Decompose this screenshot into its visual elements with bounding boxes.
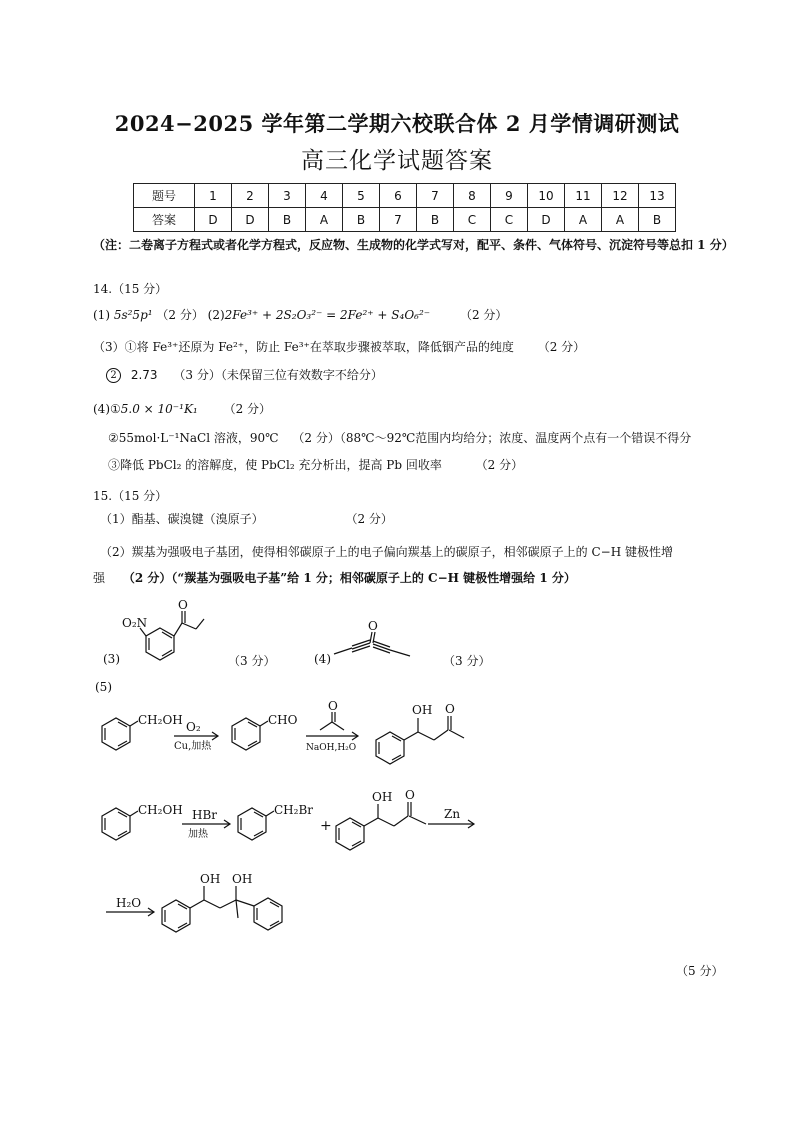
- benzene-ring: [238, 808, 266, 840]
- methyl-bond: [236, 900, 238, 918]
- bond: [390, 650, 410, 656]
- q14-part4-1: [93, 400, 271, 417]
- benzene-ring: [102, 718, 130, 750]
- bond: [364, 818, 378, 826]
- q14-p3-2-score: （3 分）（未保留三位有效数字不给分）: [173, 368, 383, 382]
- oxygen-label: O: [178, 598, 188, 612]
- table-cell: 2: [232, 184, 269, 208]
- table-header-answer: 答案: [134, 208, 195, 232]
- q15-part2-line2: [93, 569, 576, 586]
- table-cell: 11: [565, 184, 602, 208]
- q14-p4-2-text: 55mol·L⁻¹NaCl 溶液，90℃: [118, 431, 279, 445]
- benzene-ring: [254, 898, 282, 930]
- table-cell: 4: [306, 184, 343, 208]
- triple-bond: [373, 647, 390, 653]
- answer-table-number-row: [134, 184, 676, 208]
- bond: [334, 648, 352, 654]
- reagent-h2o: H₂O: [116, 896, 142, 910]
- acetone-bond: [320, 722, 332, 730]
- table-cell: D: [232, 208, 269, 232]
- q15-p3-label: (3): [103, 652, 120, 666]
- benzene-ring: [162, 900, 190, 932]
- triple-bond: [352, 643, 370, 649]
- q15-p5-score: （5 分）: [676, 964, 724, 978]
- structure-nitro-propiophenone: [120, 598, 210, 665]
- triple-bond: [373, 644, 390, 650]
- ring-double-bond: [162, 632, 172, 638]
- bond: [130, 721, 138, 726]
- table-cell: A: [602, 208, 639, 232]
- ring-double-bond: [352, 822, 361, 827]
- q14-part3-1: [93, 338, 585, 355]
- table-cell: B: [269, 208, 306, 232]
- table-cell: A: [565, 208, 602, 232]
- q14-p2-equation: 2Fe³⁺ + 2S₂O₃²⁻ = 2Fe²⁺ + S₄O₆²⁻: [224, 308, 431, 322]
- table-cell: B: [639, 208, 676, 232]
- q14-p4-label: (4): [93, 402, 110, 416]
- triple-bond: [352, 640, 370, 646]
- ring-double-bond: [178, 923, 187, 928]
- carbonyl-bond: [370, 632, 372, 643]
- oxygen-label: O: [405, 788, 415, 802]
- q14-p1-config: 5s²5p¹: [113, 308, 153, 322]
- ring-double-bond: [118, 722, 127, 727]
- bond: [378, 818, 394, 826]
- synthesis-step-3: [104, 872, 304, 942]
- bond: [130, 811, 138, 816]
- benzene-ring: [102, 808, 130, 840]
- table-cell: C: [491, 208, 528, 232]
- q14-p4-3-score: （2 分）: [475, 458, 524, 472]
- reagent-zn: Zn: [444, 807, 461, 821]
- ring-double-bond: [270, 902, 279, 907]
- table-cell: D: [195, 208, 232, 232]
- hydroxyl-label: OH: [372, 790, 393, 804]
- ring-double-bond: [352, 841, 361, 846]
- table-cell: 5: [343, 184, 380, 208]
- hydroxyl-label: OH: [412, 703, 433, 717]
- condition-naoh: NaOH,H₂O: [306, 743, 357, 753]
- q14-part1-2: [93, 306, 507, 323]
- q14-p4-1-score: （2 分）: [223, 402, 272, 416]
- acetone-bond: [332, 722, 344, 730]
- bond: [418, 732, 434, 740]
- bond: [260, 721, 268, 726]
- q15-p1-score: （2 分）: [345, 512, 393, 526]
- reagent-hbr: HBr: [192, 808, 218, 822]
- ring-double-bond: [248, 741, 257, 746]
- q14-p1-score: （2 分）: [156, 308, 204, 322]
- q14-part4-3: [108, 456, 523, 473]
- condition-cu-heat: Cu,加热: [174, 741, 212, 752]
- q15-p2-line2-a: 强: [93, 571, 106, 585]
- bond: [174, 623, 182, 636]
- bond: [182, 623, 196, 629]
- q14-p3-1-score: （2 分）: [537, 340, 586, 354]
- q14-p1-label: (1): [93, 308, 110, 322]
- q15-p2-line2-b: （2 分）（“羰基为强吸电子基”给 1 分；相邻碳原子上的 C−H 键极性增强给 1 分）: [122, 571, 576, 585]
- q15-p4-score: （3 分）: [443, 654, 491, 668]
- table-cell: 6: [380, 184, 417, 208]
- benzyl-alcohol-label: CH₂OH: [138, 803, 183, 817]
- q14-p4-3-num: ③: [108, 458, 121, 472]
- reagent-o2: O₂: [186, 720, 201, 734]
- q14-p2-score: （2 分）: [459, 308, 508, 322]
- table-cell: 1: [195, 184, 232, 208]
- q14-p4-2-score: （2 分）（88℃～92℃范围内均给分；浓度、温度两个点有一个错误不得分: [292, 431, 692, 445]
- q15-part1: [100, 510, 393, 527]
- document-subtitle: 高三化学试题答案: [301, 148, 493, 174]
- grading-note: （注：二卷离子方程式或者化学方程式，反应物、生成物的化学式写对，配平、条件、气体符号、沉淀符号等总扣 1 分）: [93, 238, 734, 252]
- benzene-ring: [232, 718, 260, 750]
- bond: [434, 730, 448, 740]
- aldol-product-structure: [372, 700, 482, 770]
- table-cell: 7: [417, 184, 454, 208]
- table-cell: 10: [528, 184, 565, 208]
- ring-double-bond: [178, 904, 187, 909]
- ring-double-bond: [162, 650, 172, 656]
- bond: [409, 816, 426, 824]
- table-cell: 12: [602, 184, 639, 208]
- bond: [266, 811, 274, 816]
- table-cell: 8: [454, 184, 491, 208]
- q14-p3-label: （3）: [93, 340, 125, 354]
- table-cell: B: [417, 208, 454, 232]
- q14-p3-2-value: 2.73: [130, 368, 158, 382]
- hydroxyl-label: OH: [232, 872, 253, 886]
- ring-double-bond: [254, 812, 263, 817]
- ring-double-bond: [118, 812, 127, 817]
- ring-double-bond: [270, 921, 279, 926]
- triple-bond: [352, 646, 370, 652]
- triple-bond: [373, 641, 390, 647]
- q15-p4-label: (4): [314, 652, 331, 666]
- q14-part4-2: [108, 429, 691, 446]
- bond: [236, 900, 254, 906]
- q15-p3-score: （3 分）: [228, 654, 276, 668]
- ring-double-bond: [118, 741, 127, 746]
- synthesis-step-1: [88, 700, 388, 770]
- q14-p2-label: (2): [207, 308, 225, 322]
- condition-heat: 加热: [188, 829, 208, 840]
- q15-heading: 15.（15 分）: [93, 489, 168, 503]
- bond: [449, 730, 464, 738]
- bond: [394, 816, 408, 826]
- table-header-number: 题号: [134, 184, 195, 208]
- table-cell: C: [454, 208, 491, 232]
- bond: [204, 900, 220, 908]
- q14-p4-3-text: 降低 PbCl₂ 的溶解度，使 PbCl₂ 充分析出，提高 Pb 回收率: [120, 458, 442, 472]
- q14-p4-1-num: ①: [110, 402, 121, 416]
- plus-sign: +: [320, 818, 332, 834]
- bond: [190, 900, 204, 908]
- table-cell: B: [343, 208, 380, 232]
- oxygen-label: O: [368, 619, 378, 633]
- document-title: 2024−2025 学年第二学期六校联合体 2 月学情调研测试: [114, 111, 680, 136]
- bond: [404, 732, 418, 740]
- ring-double-bond: [392, 755, 401, 760]
- q14-p3-1-text: 将 Fe³⁺还原为 Fe²⁺，防止 Fe³⁺在萃取步骤被萃取，降低铟产品的纯度: [136, 340, 514, 354]
- q14-part3-2: [106, 366, 383, 383]
- ring-double-bond: [254, 831, 263, 836]
- answer-table: [133, 183, 676, 232]
- table-cell: 13: [639, 184, 676, 208]
- circled-number-2: 2: [106, 368, 121, 383]
- table-cell: D: [528, 208, 565, 232]
- q14-p4-1-value: 5.0 × 10⁻¹K₁: [120, 402, 198, 416]
- benzene-ring: [376, 732, 404, 764]
- q14-heading: 14.（15 分）: [93, 282, 168, 296]
- ring-double-bond: [248, 722, 257, 727]
- table-cell: 7: [380, 208, 417, 232]
- nitro-label: O₂N: [122, 616, 148, 630]
- table-cell: 3: [269, 184, 306, 208]
- q14-p4-2-num: ②: [108, 431, 119, 445]
- benzyl-bromide-label: CH₂Br: [274, 803, 314, 817]
- benzaldehyde-label: CHO: [268, 713, 298, 727]
- benzene-ring: [146, 628, 174, 660]
- bond: [220, 900, 236, 908]
- ring-double-bond: [392, 736, 401, 741]
- hydroxyl-label: OH: [200, 872, 221, 886]
- table-cell: A: [306, 208, 343, 232]
- table-cell: 9: [491, 184, 528, 208]
- ring-double-bond: [118, 831, 127, 836]
- bond: [196, 619, 204, 629]
- oxygen-label: O: [445, 702, 455, 716]
- structure-diyne-ketone: [330, 620, 420, 660]
- synthesis-step-2: [88, 790, 488, 860]
- q15-part2-line1: （2）羰基为强吸电子基团，使得相邻碳原子上的电子偏向羰基上的碳原子，相邻碳原子上的 C−H 键极性增: [100, 545, 673, 559]
- q15-p5-label: (5): [95, 680, 112, 694]
- answer-table-answer-row: [134, 208, 676, 232]
- benzyl-alcohol-label: CH₂OH: [138, 713, 183, 727]
- oxygen-label: O: [328, 699, 338, 713]
- q14-p3-1-num: ①: [124, 340, 137, 354]
- benzene-ring: [336, 818, 364, 850]
- q15-p1-text: （1）酯基、碳溴键（溴原子）: [100, 512, 264, 526]
